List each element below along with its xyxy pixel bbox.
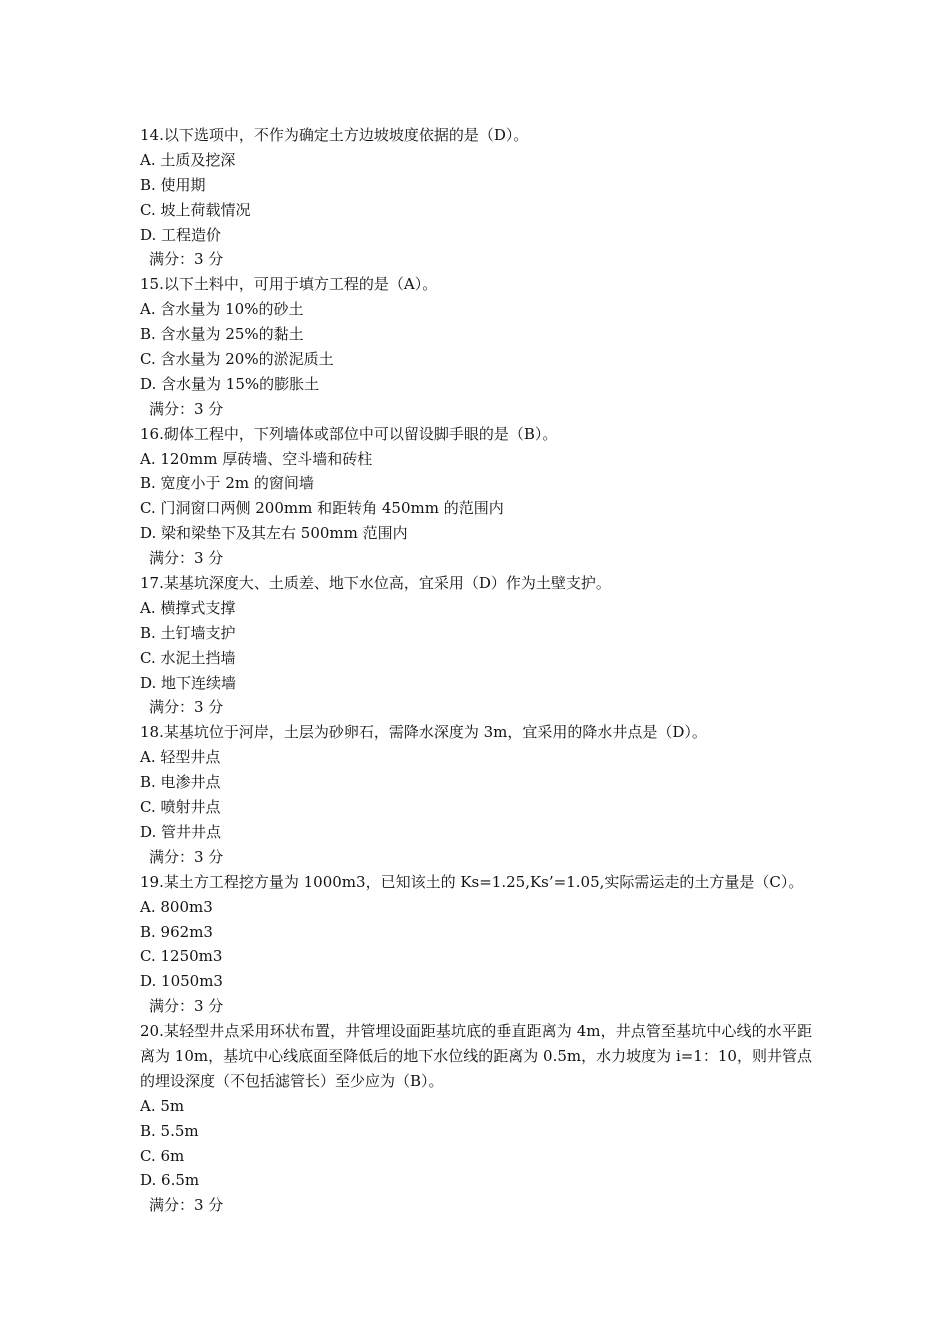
option-d: D. 地下连续墙 xyxy=(140,673,237,692)
question-stem: 17.某基坑深度大、土质差、地下水位高，宜采用（D）作为土壁支护。 xyxy=(140,574,611,593)
option-b: B. 962m3 xyxy=(140,922,213,941)
question-17 xyxy=(140,571,812,720)
score-line: 满分：3 分 xyxy=(149,549,224,568)
option-d: D. 工程造价 xyxy=(140,225,222,244)
option-b: B. 含水量为 25%的黏土 xyxy=(140,325,304,344)
question-stem: 19.某土方工程挖方量为 1000m3，已知该土的 Ks=1.25,Ks’=1.05,实际需运走的土方量是（C）。 xyxy=(140,872,804,891)
option-c: C. 坡上荷载情况 xyxy=(140,200,251,219)
option-a: A. 轻型井点 xyxy=(140,748,221,767)
question-stem: 20.某轻型井点采用环状布置，井管埋设面距基坑底的垂直距离为 4m，井点管至基坑中心线的水平距离为 10m，基坑中心线底面至降低后的地下水位线的距离为 0.5m，水力坡度为 i=1：10，则井管点的埋设深度（不包括滤管长）至少应为（B）。 xyxy=(140,1022,812,1090)
question-16 xyxy=(140,422,812,571)
option-a: A. 5m xyxy=(140,1096,185,1115)
option-b: B. 土钉墙支护 xyxy=(140,623,236,642)
score-line: 满分：3 分 xyxy=(149,1196,224,1215)
option-d: D. 梁和梁垫下及其左右 500mm 范围内 xyxy=(140,524,408,543)
option-c: C. 6m xyxy=(140,1146,185,1165)
question-stem: 18.某基坑位于河岸，土层为砂卵石，需降水深度为 3m，宜采用的降水井点是（D）。 xyxy=(140,723,707,742)
question-18 xyxy=(140,720,812,869)
option-b: B. 电渗井点 xyxy=(140,773,221,792)
score-line: 满分：3 分 xyxy=(149,698,224,717)
option-a: A. 120mm 厚砖墙、空斗墙和砖柱 xyxy=(140,449,373,468)
question-14 xyxy=(140,123,812,272)
score-line: 满分：3 分 xyxy=(149,997,224,1016)
document-page xyxy=(140,123,812,1218)
question-19 xyxy=(140,870,812,1019)
option-c: C. 水泥土挡墙 xyxy=(140,648,236,667)
option-d: D. 1050m3 xyxy=(140,972,223,991)
option-d: D. 管井井点 xyxy=(140,822,222,841)
score-line: 满分：3 分 xyxy=(149,399,224,418)
option-b: B. 宽度小于 2m 的窗间墙 xyxy=(140,474,314,493)
option-b: B. 使用期 xyxy=(140,175,206,194)
option-b: B. 5.5m xyxy=(140,1121,199,1140)
option-c: C. 门洞窗口两侧 200mm 和距转角 450mm 的范围内 xyxy=(140,499,504,518)
option-c: C. 1250m3 xyxy=(140,947,223,966)
option-c: C. 喷射井点 xyxy=(140,798,221,817)
question-20 xyxy=(140,1019,812,1218)
option-a: A. 800m3 xyxy=(140,897,213,916)
question-stem: 16.砌体工程中，下列墙体或部位中可以留设脚手眼的是（B）。 xyxy=(140,424,558,443)
option-d: D. 6.5m xyxy=(140,1171,200,1190)
question-15 xyxy=(140,272,812,421)
option-c: C. 含水量为 20%的淤泥质土 xyxy=(140,350,334,369)
score-line: 满分：3 分 xyxy=(149,847,224,866)
score-line: 满分：3 分 xyxy=(149,250,224,269)
option-a: A. 土质及挖深 xyxy=(140,150,236,169)
question-stem: 15.以下土料中，可用于填方工程的是（A）。 xyxy=(140,275,438,294)
option-a: A. 含水量为 10%的砂土 xyxy=(140,300,304,319)
option-d: D. 含水量为 15%的膨胀土 xyxy=(140,374,320,393)
question-stem: 14.以下选项中，不作为确定土方边坡坡度依据的是（D）。 xyxy=(140,126,529,144)
option-a: A. 横撑式支撑 xyxy=(140,598,236,617)
